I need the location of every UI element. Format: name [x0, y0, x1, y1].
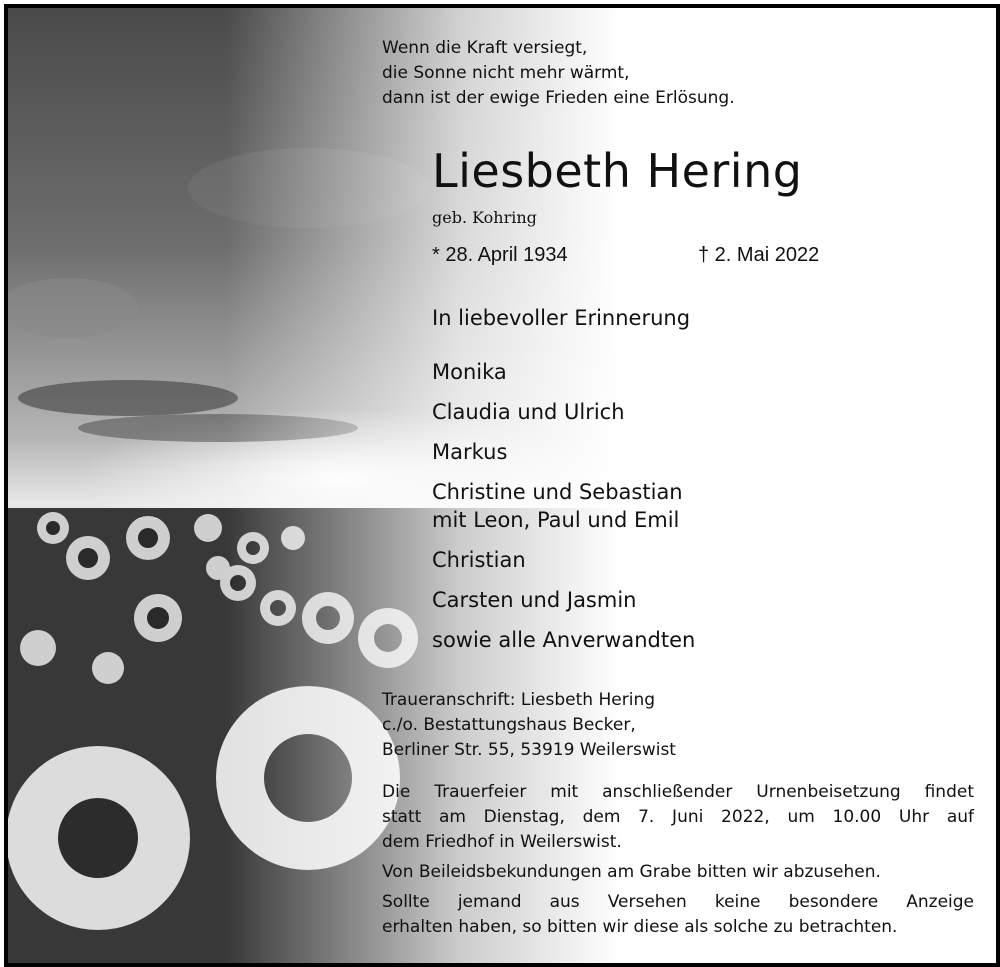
address-line: Berliner Str. 55, 53919 Weilerswist — [382, 740, 676, 760]
mourner: sowie alle Anverwandten — [432, 628, 696, 652]
maiden-name: geb. Kohring — [432, 208, 537, 227]
mourner: Markus — [432, 440, 508, 464]
obituary-card — [4, 4, 1000, 967]
death-date: † 2. Mai 2022 — [698, 244, 820, 266]
mourner: mit Leon, Paul und Emil — [432, 508, 680, 532]
mourner: Monika — [432, 360, 507, 384]
notice-line: erhalten haben, so bitten wir diese als solche zu betrachten. — [382, 917, 898, 937]
mourner: Christine und Sebastian — [432, 480, 683, 504]
ceremony-line: statt am Dienstag, dem 7. Juni 2022, um 10.00 Uhr auf — [382, 807, 974, 827]
mourner: Christian — [432, 548, 526, 572]
condolence-text — [382, 860, 974, 885]
condolence-line: Von Beileidsbekundungen am Grabe bitten wir abzusehen. — [382, 862, 881, 882]
notice-text — [382, 890, 974, 940]
poem-line: Wenn die Kraft versiegt, — [382, 38, 588, 58]
notice-line: Sollte jemand aus Versehen keine besondere Anzeige — [382, 892, 974, 912]
mourning-address — [382, 688, 676, 763]
deceased-name: Liesbeth Hering — [432, 144, 803, 198]
mourner: Claudia und Ulrich — [432, 400, 625, 424]
poem — [382, 36, 735, 111]
ceremony-line: dem Friedhof in Weilerswist. — [382, 832, 622, 852]
poem-line: dann ist der ewige Frieden eine Erlösung. — [382, 88, 735, 108]
memory-heading: In liebevoller Erinnerung — [432, 306, 691, 330]
mourner: Carsten und Jasmin — [432, 588, 637, 612]
address-line: Traueranschrift: Liesbeth Hering — [382, 690, 656, 710]
address-line: c./o. Bestattungshaus Becker, — [382, 715, 636, 735]
poem-line: die Sonne nicht mehr wärmt, — [382, 63, 630, 83]
ceremony-text — [382, 780, 974, 855]
ceremony-line: Die Trauerfeier mit anschließender Urnenbeisetzung findet — [382, 782, 974, 802]
birth-date: * 28. April 1934 — [432, 244, 568, 266]
